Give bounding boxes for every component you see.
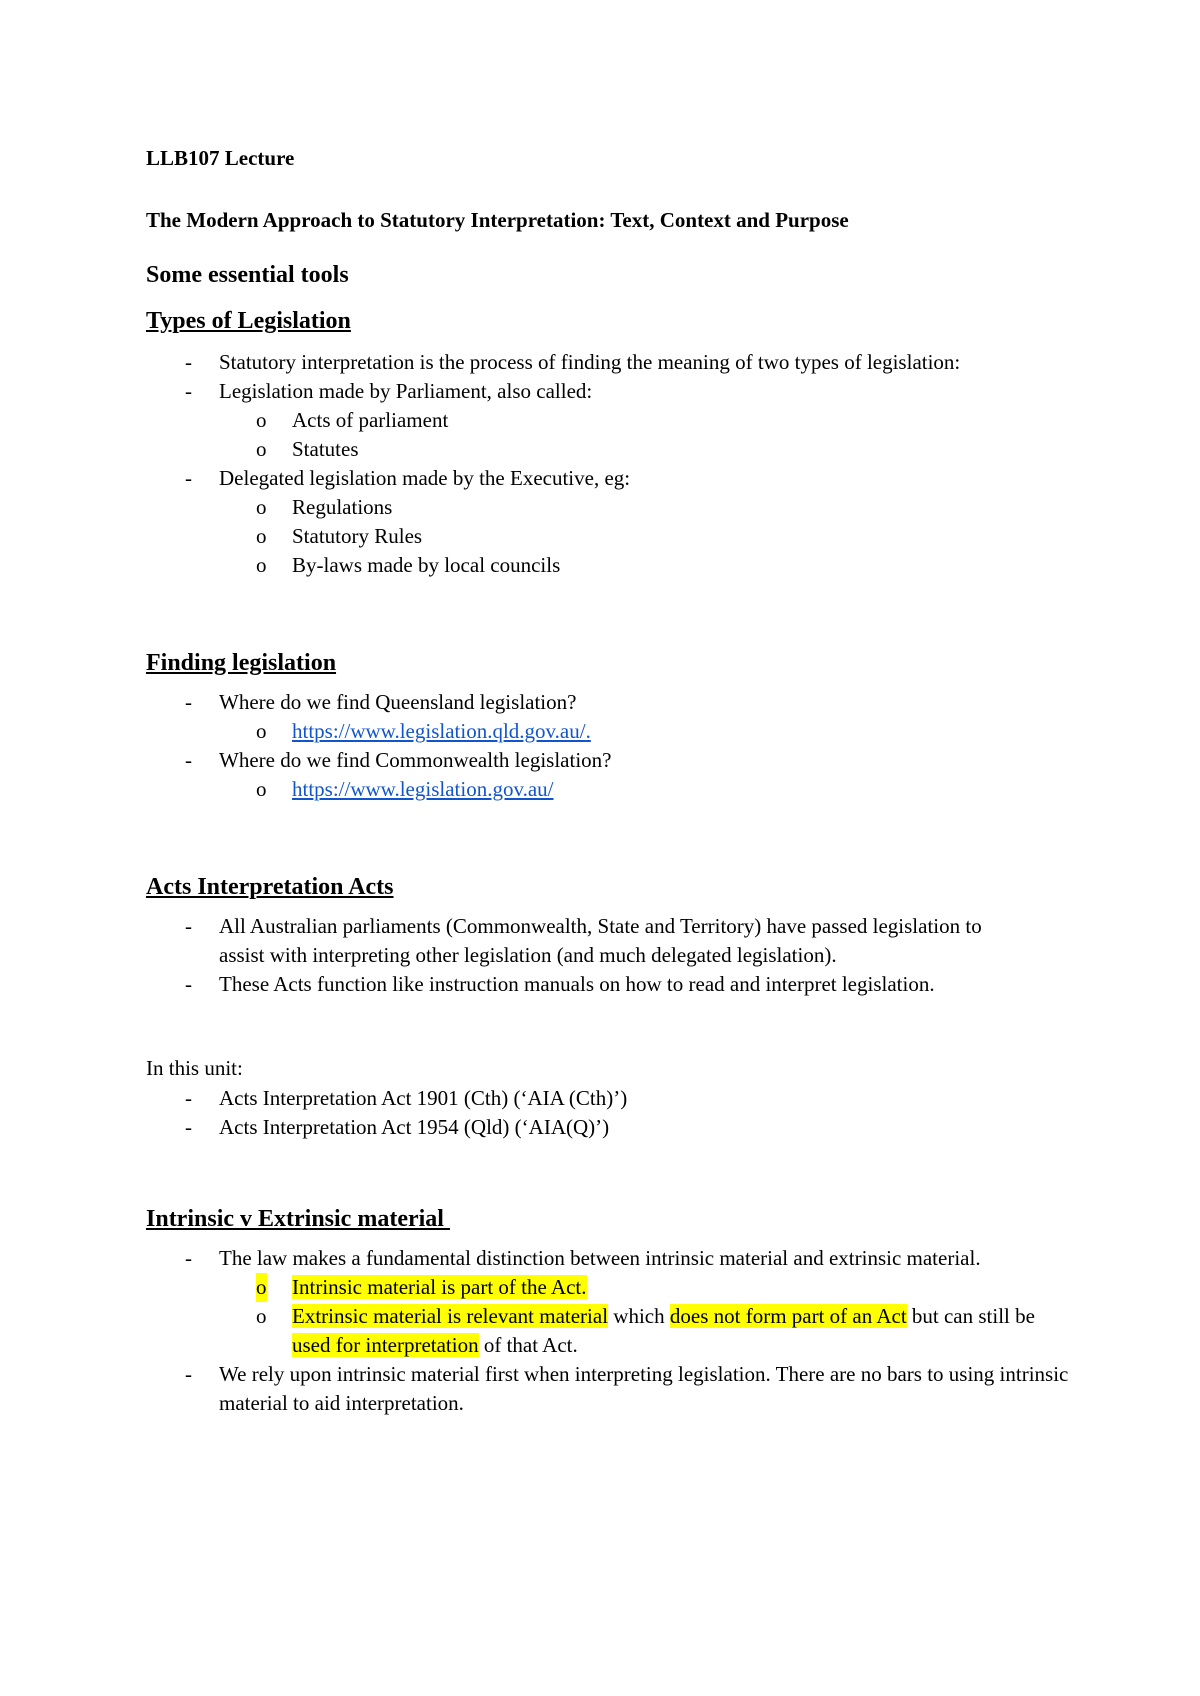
circle-bullet-icon: o xyxy=(256,437,267,461)
sub-list-item: o Statutory Rules xyxy=(146,522,1086,551)
highlighted-text: Extrinsic material is relevant material xyxy=(292,1304,609,1328)
circle-bullet-icon: o xyxy=(256,719,267,743)
highlighted-text: Intrinsic material is part of the Act. xyxy=(292,1275,587,1299)
cth-legislation-link[interactable]: https://www.legislation.gov.au/ xyxy=(292,777,554,801)
sub-list-item xyxy=(146,717,1086,746)
lecture-title: The Modern Approach to Statutory Interpretation: Text, Context and Purpose xyxy=(146,208,849,232)
finding-legislation-heading: Finding legislation xyxy=(146,650,337,676)
highlighted-text: used for interpretation xyxy=(292,1333,479,1357)
list-item: - Where do we find Commonwealth legislation? xyxy=(146,746,1086,775)
sub-list-item xyxy=(146,775,1086,804)
list-item: - Where do we find Queensland legislation? xyxy=(146,688,1086,717)
types-of-legislation-heading: Types of Legislation xyxy=(146,308,351,334)
list-item: - Delegated legislation made by the Executive, eg: xyxy=(146,464,1086,493)
circle-bullet-icon: o xyxy=(256,524,267,548)
list-item: - Statutory interpretation is the process of finding the meaning of two types of legislation: xyxy=(146,348,1086,377)
sub-list-item: o Extrinsic material is relevant material which does not form part of an Act but can still be used for interpretation of that Act. xyxy=(256,1304,1041,1357)
list-item: - The law makes a fundamental distinction between intrinsic material and extrinsic material. xyxy=(146,1244,1086,1273)
highlighted-text: does not form part of an Act xyxy=(669,1304,907,1328)
circle-bullet-icon: o xyxy=(256,1273,267,1302)
link-suffix: . xyxy=(585,719,591,743)
acts-interpretation-list xyxy=(146,912,1086,999)
essential-tools-heading: Some essential tools xyxy=(146,262,349,288)
list-item: - Legislation made by Parliament, also called: xyxy=(146,377,1086,406)
circle-bullet-icon: o xyxy=(256,408,267,432)
list-item: - These Acts function like instruction manuals on how to read and interpret legislation. xyxy=(146,970,1086,999)
list-item: - All Australian parliaments (Commonwealth, State and Territory) have passed legislation to assist with interpreting other legislation (and much delegated legislation). xyxy=(146,912,1086,970)
unit-intro: In this unit: xyxy=(146,1056,243,1080)
types-of-legislation-list xyxy=(146,348,1086,580)
acts-interpretation-heading: Acts Interpretation Acts xyxy=(146,874,394,900)
circle-bullet-icon: o xyxy=(256,495,267,519)
list-item: - Acts Interpretation Act 1901 (Cth) (‘AIA (Cth)’) xyxy=(146,1084,1086,1113)
list-item: - We rely upon intrinsic material first when interpreting legislation. There are no bars to using intrinsic material to aid interpretation. xyxy=(146,1360,1086,1418)
course-title: LLB107 Lecture xyxy=(146,146,295,170)
list-item: - Acts Interpretation Act 1954 (Qld) (‘AIA(Q)’) xyxy=(146,1113,1086,1142)
unit-acts-list xyxy=(146,1084,1086,1142)
qld-legislation-link[interactable]: https://www.legislation.qld.gov.au/ xyxy=(292,719,586,743)
circle-bullet-icon: o xyxy=(256,777,267,801)
sub-list-item: o Statutes xyxy=(146,435,1086,464)
intrinsic-extrinsic-list xyxy=(146,1244,1086,1418)
circle-bullet-icon: o xyxy=(256,1304,267,1328)
sub-list-item: o Acts of parliament xyxy=(146,406,1086,435)
circle-bullet-icon: o xyxy=(256,553,267,577)
finding-legislation-list xyxy=(146,688,1086,804)
sub-list-item xyxy=(146,1273,1086,1302)
sub-list-item: o By-laws made by local councils xyxy=(146,551,1086,580)
sub-list-item: o Regulations xyxy=(146,493,1086,522)
intrinsic-extrinsic-heading: Intrinsic v Extrinsic material xyxy=(146,1206,450,1232)
